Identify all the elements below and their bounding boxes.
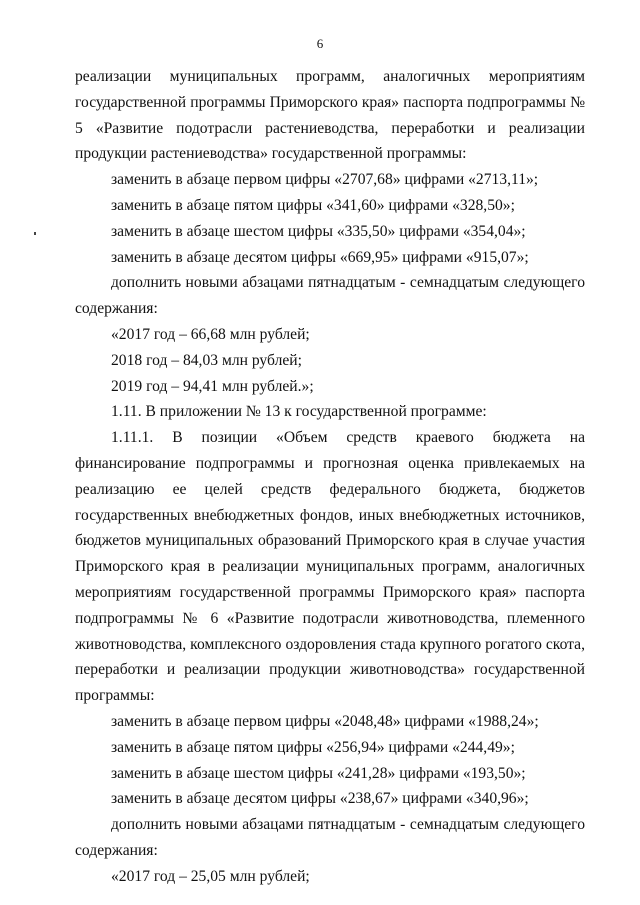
paragraph-section-1-11: 1.11. В приложении № 13 к государственной программе:	[111, 403, 487, 421]
paragraph-add-paragraphs-2: дополнить новыми абзацами пятнадцатым - семнадцатым следующего содержания:	[75, 816, 585, 859]
scan-mark	[34, 232, 36, 235]
paragraph-replace-tenth-2: заменить в абзаце десятом цифры «238,67» цифрами «340,96»;	[111, 790, 529, 808]
paragraph-replace-fifth-2: заменить в абзаце пятом цифры «256,94» цифрами «244,49»;	[111, 738, 515, 756]
paragraph-replace-first-2: заменить в абзаце первом цифры «2048,48» цифрами «1988,24»;	[111, 712, 539, 730]
paragraph-year-2017: «2017 год – 66,68 млн рублей;	[111, 325, 310, 343]
paragraph-continuation: реализации муниципальных программ, аналогичных мероприятиям государственной программы Приморского края» паспорта подпрограммы № 5 «Развитие подотрасли растениеводства, переработки и реализации продукции растениеводства» государственной программы:	[75, 68, 585, 163]
document-body	[75, 64, 585, 890]
paragraph-year-2019: 2019 год – 94,41 млн рублей.»;	[111, 377, 314, 395]
page-number: 6	[316, 36, 324, 51]
paragraph-year-2017-2: «2017 год – 25,05 млн рублей;	[111, 867, 310, 885]
paragraph-add-paragraphs: дополнить новыми абзацами пятнадцатым - семнадцатым следующего содержания:	[75, 274, 585, 318]
paragraph-section-1-11-1: 1.11.1. В позиции «Объем средств краевого бюджета на финансирование подпрограммы и прогнозная оценка привлекаемых на реализацию ее целей средств федерального бюджета, бюджетов государственных внебюджетных фондов, иных внебюджетных источников, бюджетов муниципальных образований Приморского края в случае участия Приморского края в реализации муниципальных программ, аналогичных мероприятиям государственной программы Приморского края» паспорта подпрограммы № 6 «Развитие подотрасли животноводства, племенного животноводства, комплексного оздоровления стада крупного рогатого скота, переработки и реализации продукции животноводства» государственной программы:	[75, 429, 585, 705]
paragraph-replace-fifth: заменить в абзаце пятом цифры «341,60» цифрами «328,50»;	[111, 196, 515, 214]
paragraph-year-2018: 2018 год – 84,03 млн рублей;	[111, 351, 302, 369]
paragraph-replace-sixth-2: заменить в абзаце шестом цифры «241,28» цифрами «193,50»;	[111, 764, 526, 782]
paragraph-replace-sixth: заменить в абзаце шестом цифры «335,50» цифрами «354,04»;	[111, 222, 526, 240]
paragraph-replace-tenth: заменить в абзаце десятом цифры «669,95» цифрами «915,07»;	[111, 248, 529, 266]
paragraph-replace-first: заменить в абзаце первом цифры «2707,68» цифрами «2713,11»;	[111, 171, 539, 189]
